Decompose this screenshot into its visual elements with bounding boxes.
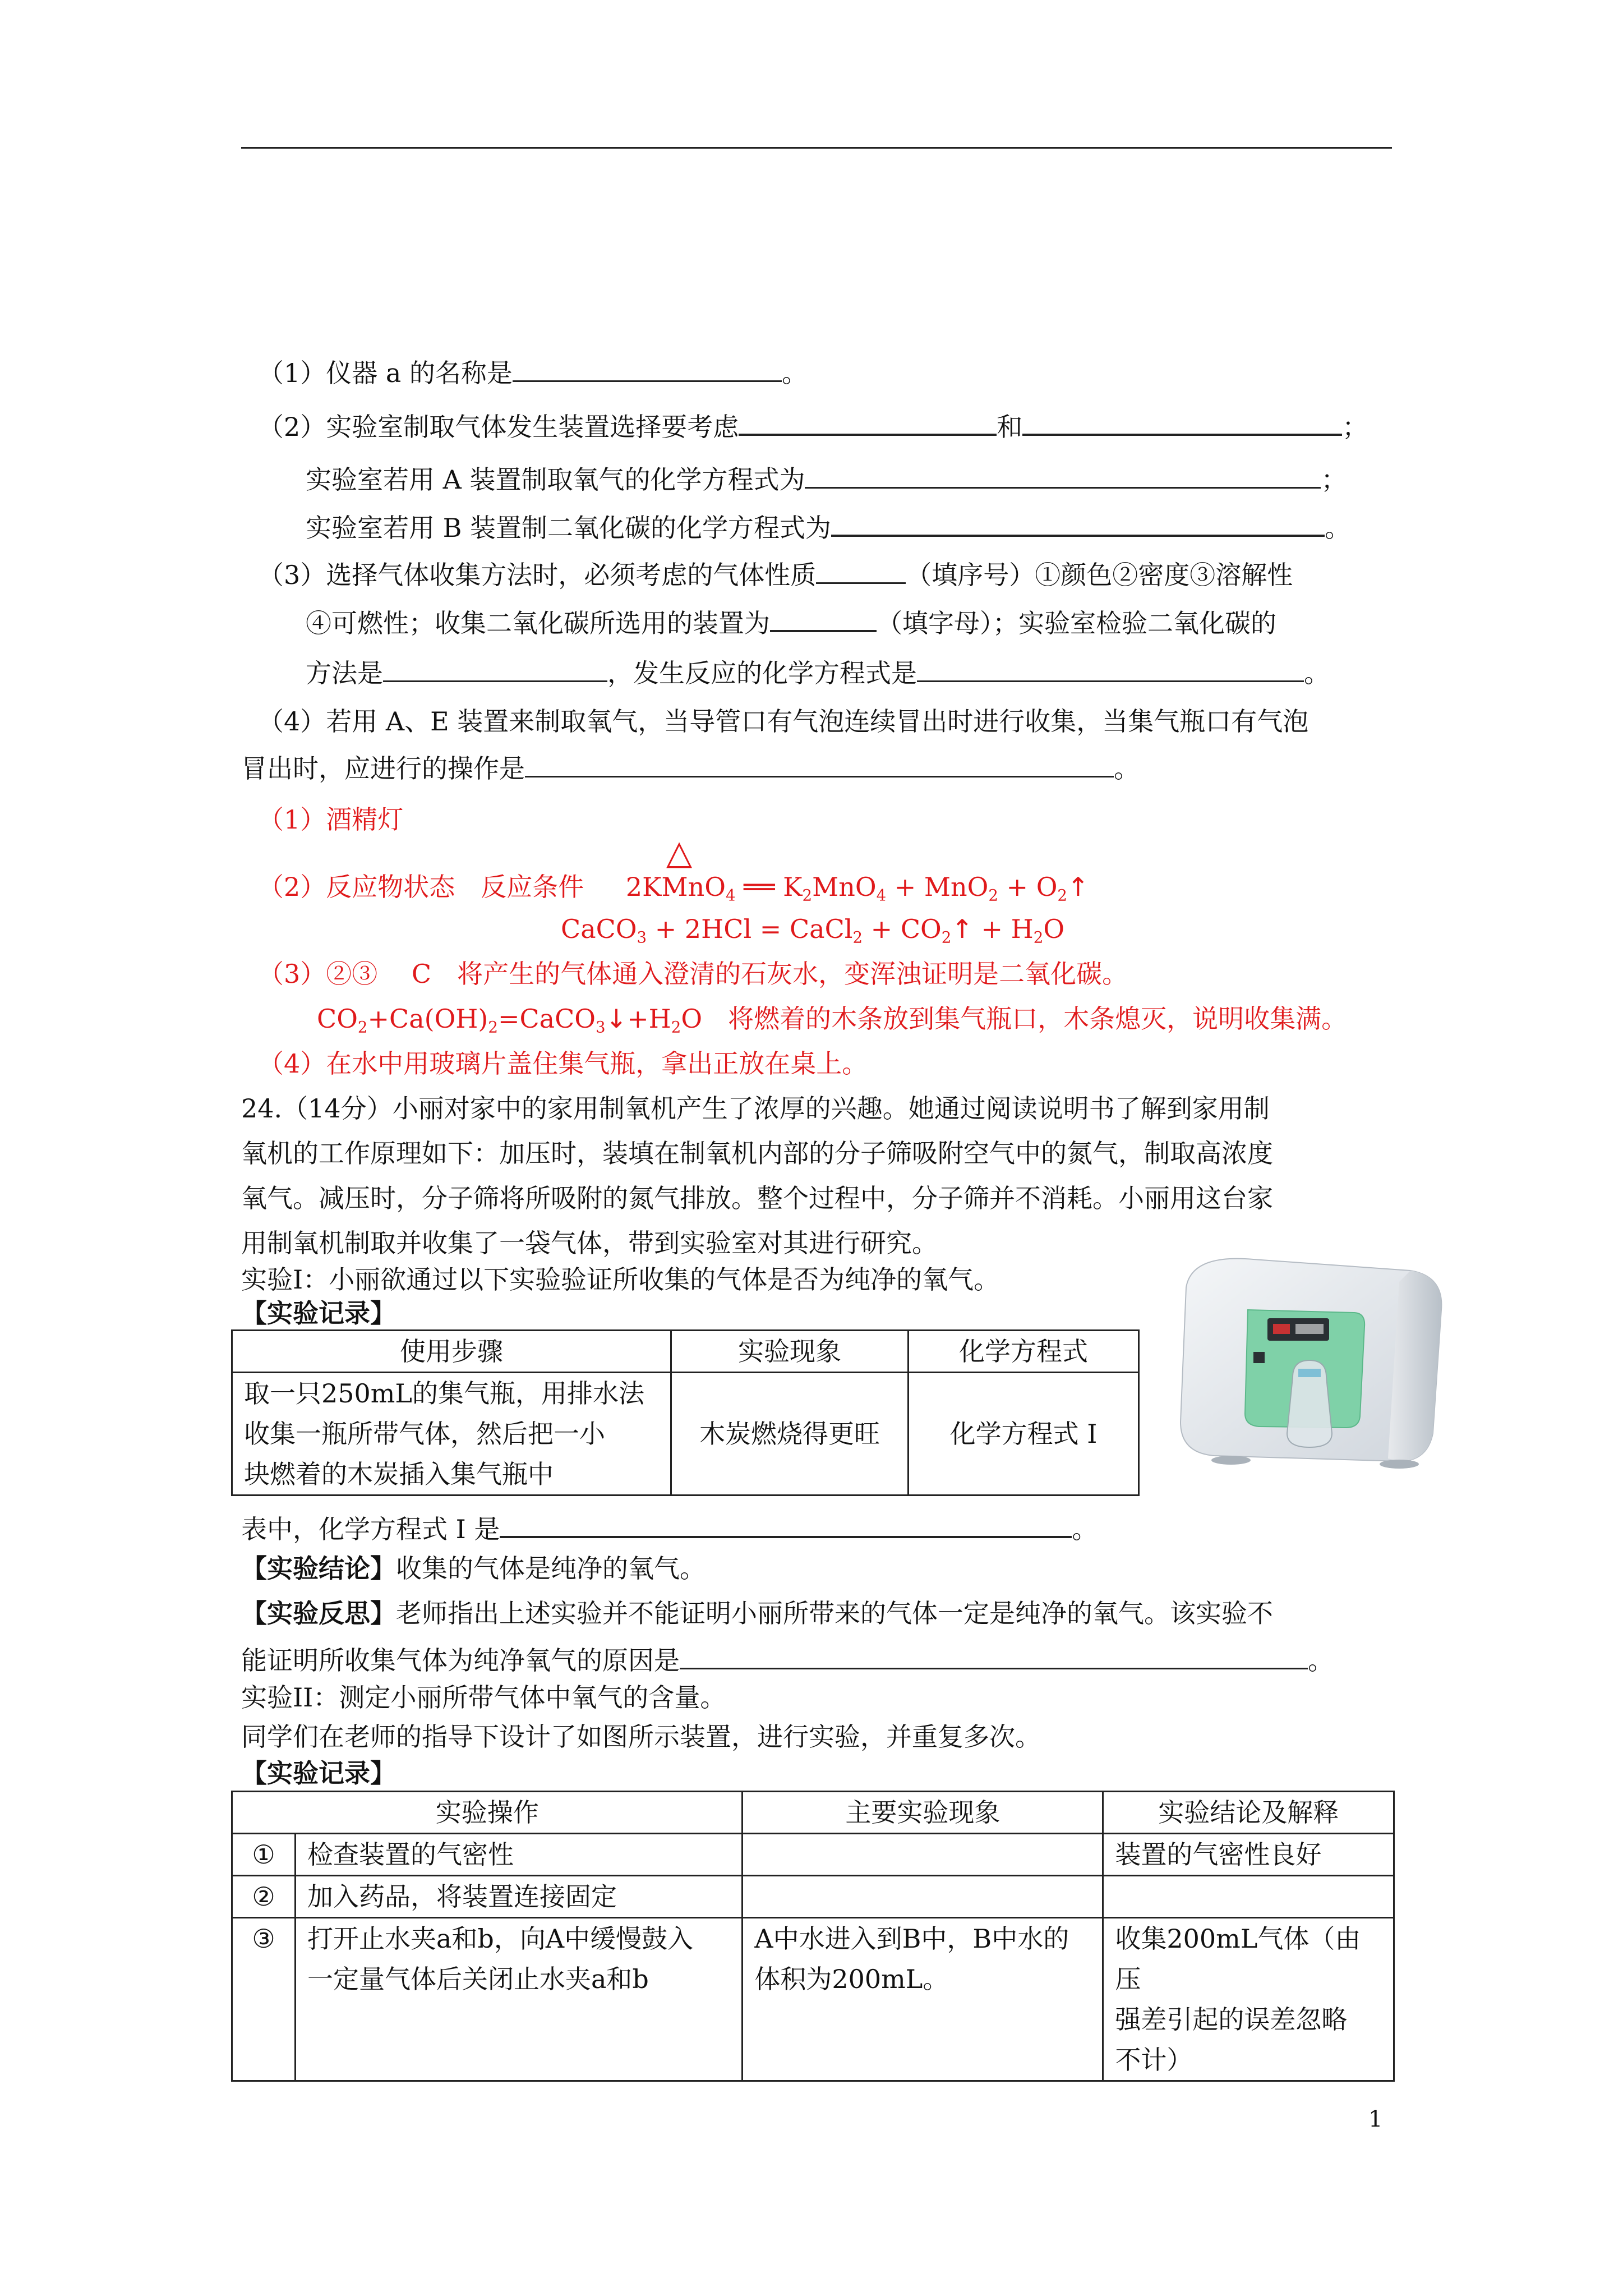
q23-line9: 冒出时，应进行的操作是 。 (241, 749, 1140, 786)
record-heading-2: 【实验记录】 (241, 1758, 396, 1788)
heat-triangle-icon: △ (666, 833, 693, 872)
q23-line7: 方法是 ，发生反应的化学方程式是 。 (306, 654, 1330, 691)
table-header-cell: 实验操作 (232, 1792, 743, 1834)
table-cell-operation: 打开止水夹a和b，向A中缓慢鼓入 一定量气体后关闭止水夹a和b (296, 1918, 743, 2081)
table-cell-phenomenon: 木炭燃烧得更旺 (671, 1373, 909, 1496)
answer-4: $CO_2+Ca(OH)_2=CaCO_3↓+H_2O$ 将燃着的木条放到集气瓶口，木条熄灭，说明收集满。 (317, 1004, 1348, 1037)
equation-kmno4: 2KMnO$_4$ ══ $K_2MnO_4 + MnO_2$ + $O_2↑$ (625, 872, 1089, 905)
q23-line4: 实验室若用 B 装置制二氧化碳的化学方程式为 。 (306, 508, 1350, 545)
answer-blank[interactable] (525, 749, 1114, 777)
q24-para6: 表中，化学方程式 I 是 。 (241, 1509, 1098, 1547)
q23-line2: （2）实验室制取气体发生装置选择要考虑 和 ； (258, 407, 1368, 444)
q24-para9: 同学们在老师的指导下设计了如图所示装置，进行实验，并重复多次。 (241, 1722, 1041, 1752)
answer-blank[interactable] (513, 353, 782, 382)
q23-line3: 实验室若用 A 装置制取氧气的化学方程式为 ； (306, 460, 1347, 497)
answer-3: （3）②③ C 将产生的气体通入澄清的石灰水，变浑浊证明是二氧化碳。 (258, 959, 1128, 989)
header-rule (241, 147, 1392, 149)
equation-caco3: CaCO$_3$ + 2HCl = CaCl$_2$ + $CO_2↑ + H_2O$ (561, 914, 1065, 947)
q24-reflection: 【实验反思】老师指出上述实验并不能证明小丽所带来的气体一定是纯净的氧气。该实验不 (241, 1598, 1273, 1628)
answer-blank[interactable] (680, 1641, 1308, 1669)
experiment1-table (231, 1329, 1140, 1496)
table-cell-number: ② (232, 1876, 296, 1918)
table-header-cell: 使用步骤 (232, 1331, 671, 1373)
table-cell-operation: 加入药品，将装置连接固定 (296, 1876, 743, 1918)
table-header-row (232, 1792, 1394, 1834)
answer-blank[interactable] (739, 407, 997, 436)
answer-1: （1）酒精灯 (258, 804, 404, 835)
table-cell-conclusion: 收集200mL气体（由压 强差引起的误差忽略 不计） (1103, 1918, 1394, 2081)
table-cell-conclusion: 装置的气密性良好 (1103, 1834, 1394, 1876)
answer-blank[interactable] (500, 1509, 1072, 1538)
table-cell-number: ① (232, 1834, 296, 1876)
table-row (232, 1373, 1139, 1496)
table-row (232, 1876, 1394, 1918)
table-header-cell: 化学方程式 (909, 1331, 1139, 1373)
q23-line5: （3）选择气体收集方法时，必须考虑的气体性质 （填序号）①颜色②密度③溶解性 (258, 555, 1293, 592)
page-number: 1 (1368, 2106, 1383, 2132)
table-cell-phenomenon: A中水进入到B中，B中水的 体积为200mL。 (743, 1918, 1103, 2081)
answer-blank[interactable] (770, 603, 877, 632)
q24-para5: 实验I：小丽欲通过以下实验验证所收集的气体是否为纯净的氧气。 (241, 1264, 1000, 1295)
table-cell-conclusion (1103, 1876, 1394, 1918)
q24-para3: 氧气。减压时，分子筛将所吸附的氮气排放。整个过程中，分子筛并不消耗。小丽用这台家 (241, 1183, 1273, 1213)
answer-blank[interactable] (1022, 407, 1342, 436)
table-cell-phenomenon (743, 1834, 1103, 1876)
table-header-row (232, 1331, 1139, 1373)
oxygen-concentrator-image (1164, 1248, 1455, 1473)
table-cell-equation: 化学方程式 I (909, 1373, 1139, 1496)
answer-blank[interactable] (383, 654, 607, 682)
table-cell-step: 取一只250mL的集气瓶，用排水法 收集一瓶所带气体，然后把一小 块燃着的木炭插入集气瓶中 (232, 1373, 671, 1496)
answer-blank[interactable] (917, 654, 1304, 682)
q24-para4: 用制氧机制取并收集了一袋气体，带到实验室对其进行研究。 (241, 1228, 938, 1258)
answer-5: （4）在水中用玻璃片盖住集气瓶，拿出正放在桌上。 (258, 1048, 868, 1079)
answer-blank[interactable] (831, 508, 1325, 537)
record-heading-1: 【实验记录】 (241, 1298, 396, 1328)
table-row (232, 1918, 1394, 2081)
experiment2-table (231, 1791, 1395, 2082)
q24-para8: 实验II：测定小丽所带气体中氧气的含量。 (241, 1682, 726, 1713)
table-header-cell: 实验结论及解释 (1103, 1792, 1394, 1834)
q23-line8: （4）若用 A、E 装置来制取氧气，当导管口有气泡连续冒出时进行收集，当集气瓶口有气泡 (258, 706, 1309, 737)
q24-para7: 能证明所收集气体为纯净氧气的原因是 。 (241, 1641, 1334, 1678)
table-row (232, 1834, 1394, 1876)
answer-blank[interactable] (816, 555, 906, 584)
table-cell-operation: 检查装置的气密性 (296, 1834, 743, 1876)
q24-para1: 24.（14分）小丽对家中的家用制氧机产生了浓厚的兴趣。她通过阅读说明书了解到家用制 (241, 1093, 1270, 1124)
q24-para2: 氧机的工作原理如下：加压时，装填在制氧机内部的分子筛吸附空气中的氮气，制取高浓度 (241, 1138, 1273, 1168)
table-cell-phenomenon (743, 1876, 1103, 1918)
answer-blank[interactable] (805, 460, 1321, 489)
table-cell-number: ③ (232, 1918, 296, 2081)
equation-limewater: $CO_2+Ca(OH)_2=CaCO_3↓+H_2O$ (317, 1004, 703, 1037)
q23-line6: ④可燃性；收集二氧化碳所选用的装置为 （填字母）；实验室检验二氧化碳的 (306, 603, 1276, 641)
q24-conclusion: 【实验结论】收集的气体是纯净的氧气。 (241, 1553, 706, 1584)
q23-line1: （1）仪器 a 的名称是 。 (258, 353, 808, 390)
table-header-cell: 主要实验现象 (743, 1792, 1103, 1834)
answer-2: （2）反应物状态 反应条件 2KMnO$_4$ ══ $K_2MnO_4 + MnO_2$ + $O_2↑$ (258, 872, 1089, 905)
table-header-cell: 实验现象 (671, 1331, 909, 1373)
